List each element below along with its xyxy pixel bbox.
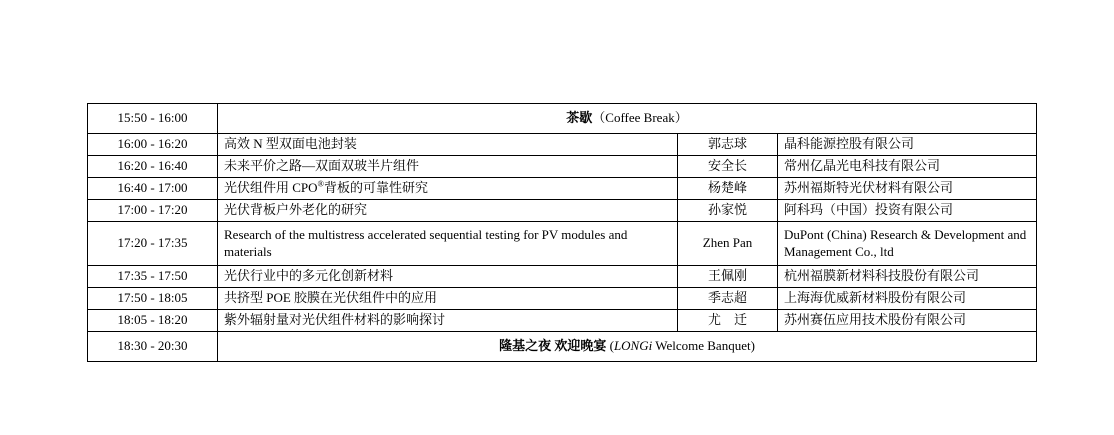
company-cell: 阿科玛（中国）投资有限公司 (778, 200, 1037, 222)
title-cell: 光伏行业中的多元化创新材料 (218, 266, 678, 288)
banquet-label-en: Welcome Banquet) (652, 338, 755, 354)
time-cell: 17:00 - 17:20 (88, 200, 218, 222)
registered-trademark-symbol: ® (317, 178, 325, 189)
title-cell: 紫外辐射量对光伏组件材料的影响探讨 (218, 310, 678, 332)
coffee-break-cell (218, 104, 1037, 134)
time-cell: 18:05 - 18:20 (88, 310, 218, 332)
banquet-label-longi: LONGi (613, 338, 653, 354)
speaker-cell: 尤 迁 (678, 310, 778, 332)
table-row-coffee-break (88, 104, 1037, 134)
time-cell: 16:20 - 16:40 (88, 156, 218, 178)
title-cell: 共挤型 POE 胶膜在光伏组件中的应用 (218, 288, 678, 310)
company-cell: 常州亿晶光电科技有限公司 (778, 156, 1037, 178)
time-cell: 15:50 - 16:00 (88, 104, 218, 134)
banquet-label-zh: 隆基之夜 欢迎晚宴 (499, 338, 607, 354)
company-cell: 上海海优威新材料股份有限公司 (778, 288, 1037, 310)
time-cell: 16:40 - 17:00 (88, 178, 218, 200)
speaker-cell: Zhen Pan (678, 222, 778, 266)
time-cell: 17:20 - 17:35 (88, 222, 218, 266)
speaker-cell: 杨楚峰 (678, 178, 778, 200)
coffee-break-label-en: （Coffee Break） (592, 110, 688, 126)
speaker-cell: 孙家悦 (678, 200, 778, 222)
time-cell: 17:50 - 18:05 (88, 288, 218, 310)
time-cell: 18:30 - 20:30 (88, 332, 218, 362)
coffee-break-label-zh: 茶歇 (566, 110, 593, 126)
title-cell (218, 178, 678, 200)
table-row (88, 134, 1037, 156)
company-cell: 苏州福斯特光伏材料有限公司 (778, 178, 1037, 200)
table-row (88, 156, 1037, 178)
company-cell: 杭州福膜新材料科技股份有限公司 (778, 266, 1037, 288)
title-text: 光伏组件用 CPO (224, 180, 318, 196)
company-cell: 晶科能源控股有限公司 (778, 134, 1037, 156)
title-cell: Research of the multistress accelerated sequential testing for PV modules and materials (218, 222, 678, 266)
title-cell: 未来平价之路—双面双玻半片组件 (218, 156, 678, 178)
title-text: 背板的可靠性研究 (324, 180, 429, 196)
company-cell: 苏州赛伍应用技术股份有限公司 (778, 310, 1037, 332)
speaker-cell: 王佩刚 (678, 266, 778, 288)
banquet-label-open-paren: ( (606, 338, 614, 354)
table-row (88, 178, 1037, 200)
title-cell: 高效 N 型双面电池封装 (218, 134, 678, 156)
speaker-cell: 季志超 (678, 288, 778, 310)
time-cell: 16:00 - 16:20 (88, 134, 218, 156)
title-cell: 光伏背板户外老化的研究 (218, 200, 678, 222)
table-row (88, 200, 1037, 222)
table-row (88, 266, 1037, 288)
schedule-table (87, 103, 1037, 362)
time-cell: 17:35 - 17:50 (88, 266, 218, 288)
speaker-cell: 郭志球 (678, 134, 778, 156)
table-row (88, 222, 1037, 266)
table-row (88, 288, 1037, 310)
table-row (88, 310, 1037, 332)
speaker-cell: 安全长 (678, 156, 778, 178)
table-row-banquet (88, 332, 1037, 362)
company-cell: DuPont (China) Research & Development and Management Co., ltd (778, 222, 1037, 266)
banquet-cell (218, 332, 1037, 362)
